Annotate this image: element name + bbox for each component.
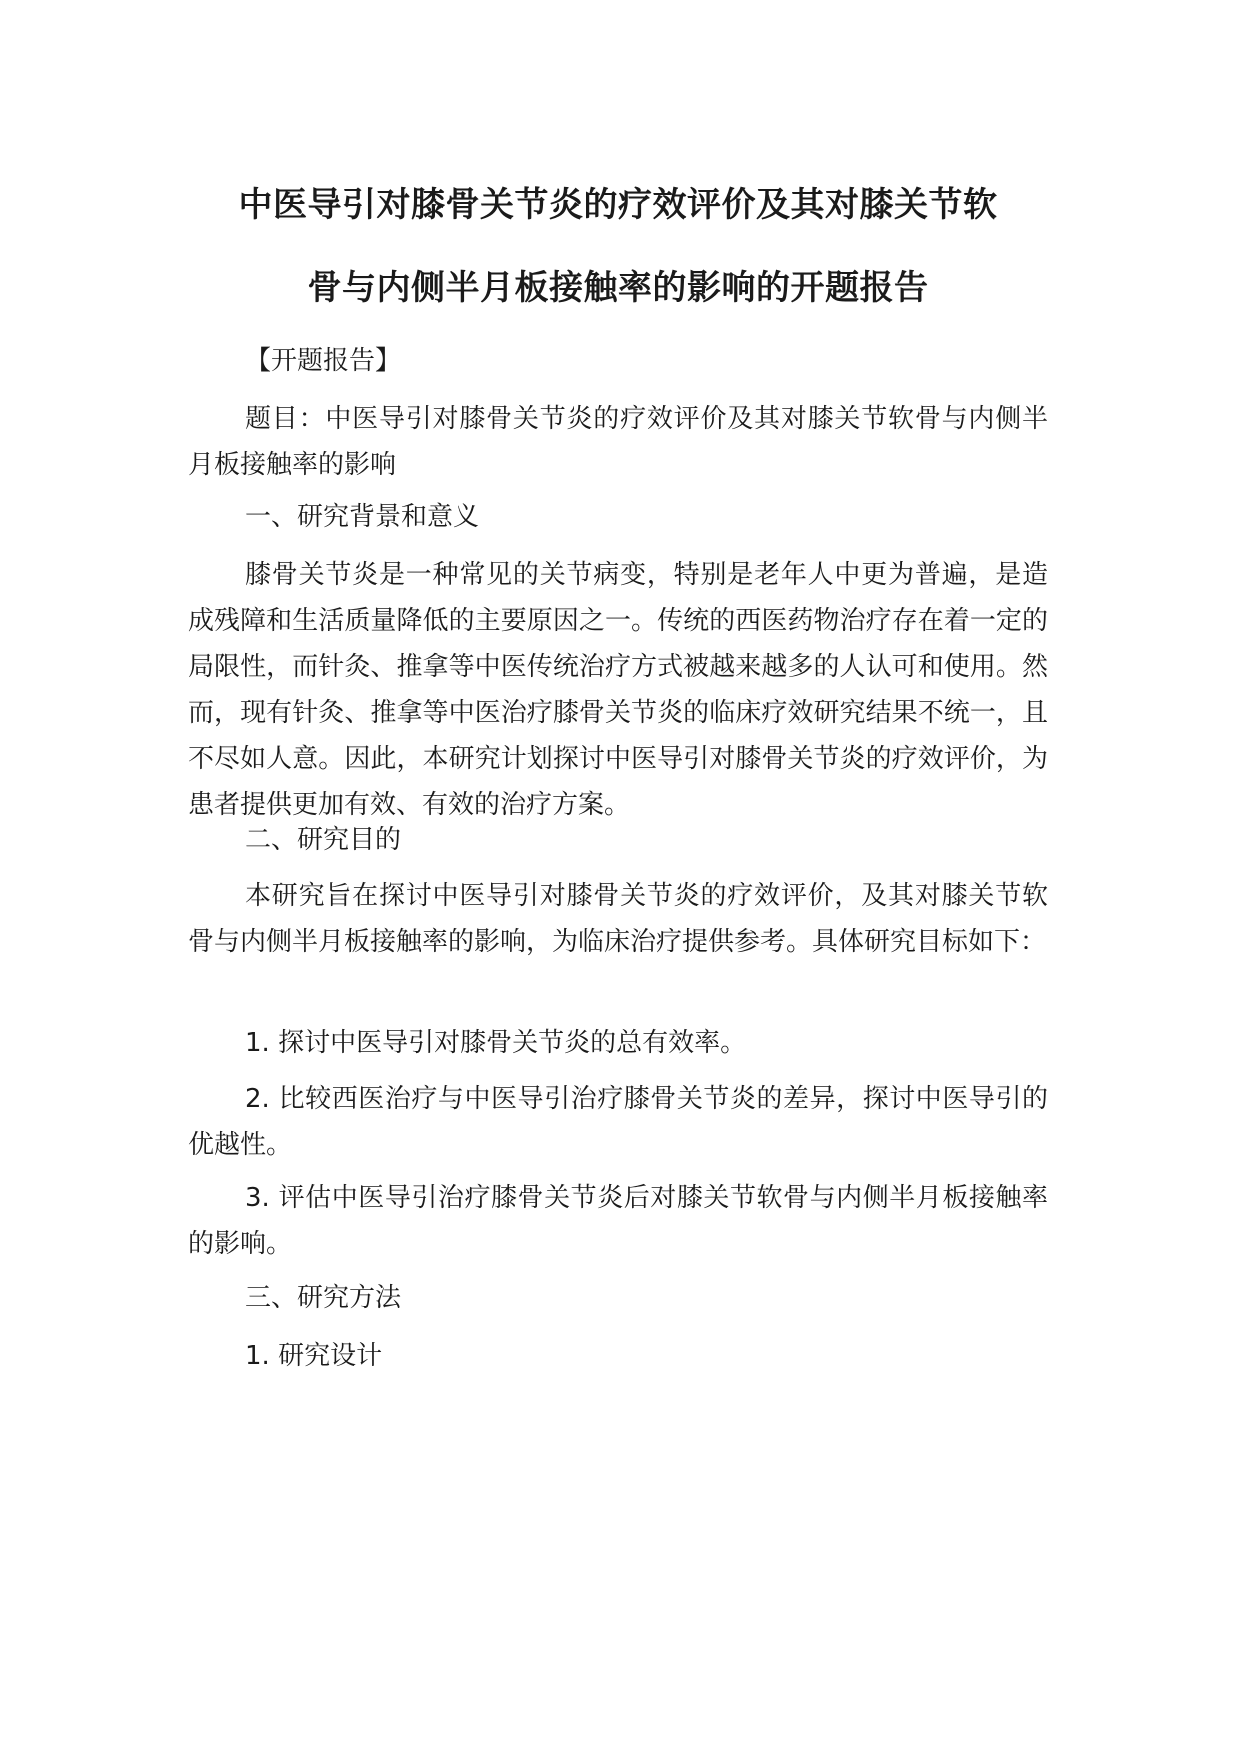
goal-item-1: 1. 探讨中医导引对膝骨关节炎的总有效率。	[245, 1028, 747, 1058]
section-3-subheading-1: 1. 研究设计	[245, 1341, 383, 1371]
document-title-line-1: 中医导引对膝骨关节炎的疗效评价及其对膝关节软	[238, 185, 998, 225]
section-3-heading: 三、研究方法	[245, 1283, 402, 1313]
section-2-body: 本研究旨在探讨中医导引对膝骨关节炎的疗效评价，及其对膝关节软骨与内侧半月板接触率的影响，为临床治疗提供参考。具体研究目标如下：	[188, 881, 1048, 957]
document-title-line-2: 骨与内侧半月板接触率的影响的开题报告	[307, 268, 929, 308]
goal-item-2: 2. 比较西医治疗与中医导引治疗膝骨关节炎的差异，探讨中医导引的优越性。	[188, 1084, 1048, 1160]
section-1-body: 膝骨关节炎是一种常见的关节病变，特别是老年人中更为普遍，是造成残障和生活质量降低的主要原因之一。传统的西医药物治疗存在着一定的局限性，而针灸、推拿等中医传统治疗方式被越来越多的人认可和使用。然而，现有针灸、推拿等中医治疗膝骨关节炎的临床疗效研究结果不统一，且不尽如人意。因此，本研究计划探讨中医导引对膝骨关节炎的疗效评价，为患者提供更加有效、有效的治疗方案。	[188, 560, 1048, 820]
goal-item-3: 3. 评估中医导引治疗膝骨关节炎后对膝关节软骨与内侧半月板接触率的影响。	[188, 1183, 1048, 1259]
section-1-heading: 一、研究背景和意义	[245, 502, 480, 532]
section-2-heading: 二、研究目的	[245, 825, 402, 855]
topic-paragraph: 题目：中医导引对膝骨关节炎的疗效评价及其对膝关节软骨与内侧半月板接触率的影响	[188, 404, 1048, 480]
report-tag: 【开题报告】	[245, 346, 402, 376]
